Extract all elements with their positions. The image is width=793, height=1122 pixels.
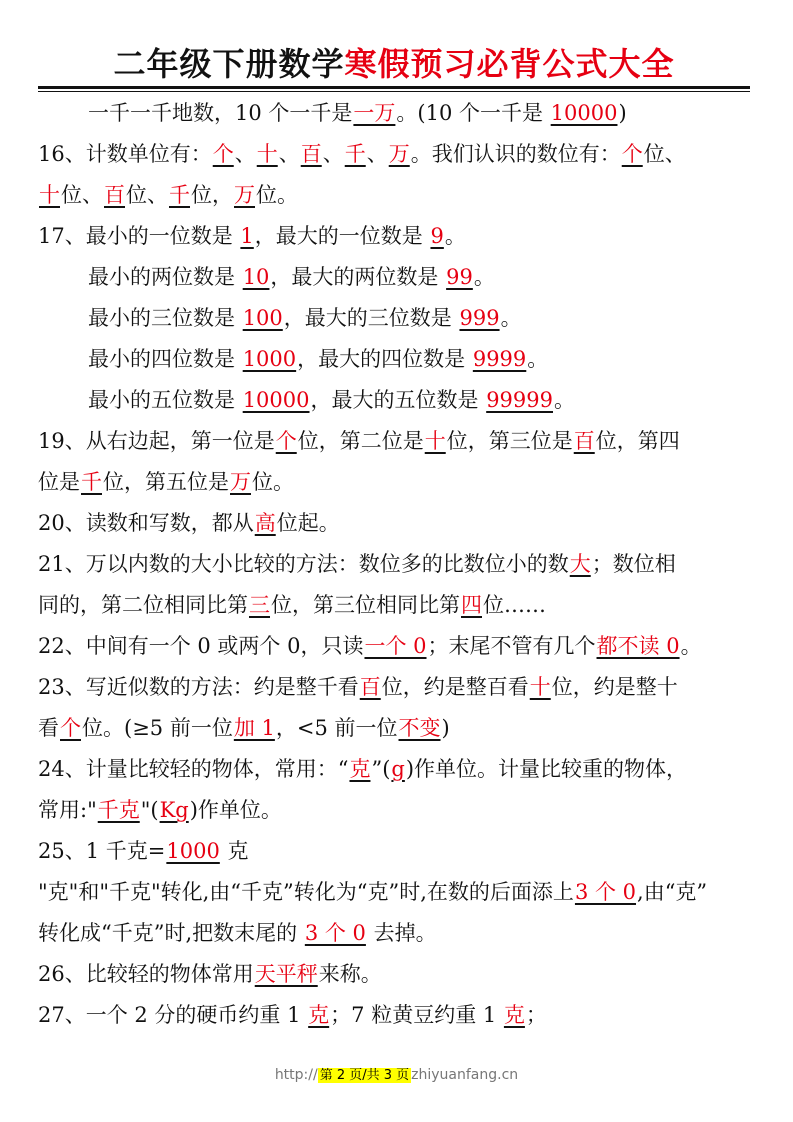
answer-fill: 10 [242,265,270,289]
text-line [38,544,758,585]
text-line [38,298,758,339]
answer-fill: 千克 [97,798,140,822]
text-segment: 位起。 [276,511,340,535]
text-line [38,134,758,175]
text-line [38,667,758,708]
text-segment: 最小的五位数是 [88,388,242,412]
document-body [38,93,758,1036]
text-segment: 位、 [643,142,686,166]
text-segment: 位， [191,183,233,207]
answer-fill: 都不读 0 [596,634,680,658]
answer-fill: 3 个 0 [304,921,366,945]
text-segment: ，最大的三位数是 [283,306,459,330]
answer-fill: 个 [212,142,234,166]
text-segment: 27、一个 2 分的硬币约重 1 [38,1003,308,1027]
text-segment: 位，第三位是 [446,429,573,453]
text-segment: ，最大的一位数是 [254,224,430,248]
answer-fill: 一个 0 [364,634,427,658]
text-segment: )作单位。计量比较重的物体， [405,757,688,781]
text-segment: 一千一千地数，10 个一千是 [88,101,353,125]
text-segment: 、 [234,142,256,166]
text-segment: ；7 粒黄豆约重 1 [330,1003,503,1027]
text-line [38,462,758,503]
text-segment: 22、中间有一个 0 或两个 0，只读 [38,634,364,658]
text-segment: 26、比较轻的物体常用 [38,962,254,986]
text-line [38,93,758,134]
text-segment: 位。 [252,470,294,494]
title-rule-thick [38,86,750,89]
answer-fill: 十 [529,675,551,699]
text-segment: 。 [500,306,522,330]
text-segment: 位，第五位是 [103,470,229,494]
text-line [38,503,758,544]
text-line [38,257,758,298]
text-segment: ) [441,716,450,740]
text-segment: 、 [366,142,388,166]
answer-fill: 加 1 [233,716,275,740]
text-segment: 。我们认识的数位有： [410,142,621,166]
text-line [38,913,758,954]
text-segment: 来称。 [318,962,382,986]
answer-fill: 1000 [166,839,220,863]
text-line [38,339,758,380]
page-footer [0,1064,793,1083]
text-segment: ；数位相 [591,552,676,576]
text-segment: 转化成“千克”时,把数末尾的 [38,921,304,945]
text-segment: 位。(≥5 前一位 [82,716,233,740]
text-segment: ”( [371,757,391,781]
text-line [38,954,758,995]
answer-fill: 千 [81,470,102,494]
text-segment: 位，约是整百看 [381,675,529,699]
answer-fill: 9999 [472,347,527,371]
footer-url-prefix: http:// [274,1067,318,1083]
text-segment: 。 [554,388,575,412]
text-segment: ) [618,101,627,125]
page-number: 第 2 页/共 3 页 [319,1068,410,1083]
answer-fill: 克 [503,1003,525,1027]
answer-fill: 3 个 0 [574,880,637,904]
text-line [38,831,758,872]
text-segment: ；末尾不管有几个 [427,634,596,658]
title-red: 寒假预习必背公式大全 [344,45,675,83]
text-line [38,216,758,257]
text-segment: 。 [527,347,549,371]
text-segment: 最小的两位数是 [88,265,242,289]
text-line [38,790,758,831]
answer-fill: 克 [349,757,371,781]
answer-fill: 百 [300,142,322,166]
text-segment: ，最大的两位数是 [270,265,446,289]
answer-fill: 1000 [242,347,297,371]
answer-fill: 四 [461,593,482,617]
footer-url-suffix: zhiyuanfang.cn [411,1067,519,1083]
text-segment: 21、万以内数的大小比较的方法：数位多的比数位小的数 [38,552,569,576]
page-title [38,42,750,86]
answer-fill: 100 [242,306,283,330]
text-segment: 看 [38,716,59,740]
text-segment: 25、1 千克= [38,839,166,863]
answer-fill: 克 [308,1003,330,1027]
title-rule-thin [38,91,750,92]
text-line [38,585,758,626]
text-segment: )作单位。 [189,798,282,822]
text-segment: 20、读数和写数，都从 [38,511,254,535]
text-segment: "( [140,798,159,822]
text-segment: 去掉。 [366,921,437,945]
text-segment: 位，约是整十 [551,675,678,699]
text-segment: 17、最小的一位数是 [38,224,240,248]
text-segment: ，<5 前一位 [275,716,398,740]
text-line [38,749,758,790]
answer-fill: 10000 [550,101,618,125]
text-segment: 。 [473,265,495,289]
text-segment: 克 [220,839,249,863]
text-line [38,995,758,1036]
answer-fill: 个 [60,716,81,740]
text-segment: 同的，第二位相同比第 [38,593,248,617]
text-segment: 。(10 个一千是 [396,101,550,125]
text-segment: 、 [278,142,300,166]
text-segment: 位是 [38,470,80,494]
text-segment: 位…… [483,593,546,617]
answer-fill: 9 [430,224,444,248]
answer-fill: 百 [359,675,381,699]
answer-fill: 万 [234,183,255,207]
answer-fill: 大 [569,552,591,576]
text-line [38,175,758,216]
text-segment: ； [525,1003,547,1027]
title-black: 二年级下册数学 [113,45,345,83]
answer-fill: 百 [573,429,595,453]
text-segment: 24、计量比较轻的物体，常用：“ [38,757,349,781]
text-segment: 位，第三位相同比第 [271,593,460,617]
text-segment: 位，第四 [595,429,680,453]
text-segment: 。 [680,634,702,658]
answer-fill: 高 [254,511,276,535]
text-segment: 23、写近似数的方法：约是整千看 [38,675,359,699]
answer-fill: 个 [621,142,643,166]
answer-fill: 百 [104,183,125,207]
text-segment: 、 [322,142,344,166]
text-segment: 。 [444,224,466,248]
text-segment: 位，第二位是 [297,429,424,453]
text-segment: ,由“克” [637,880,708,904]
answer-fill: 十 [39,183,60,207]
text-segment: 最小的四位数是 [88,347,242,371]
page-header [38,42,750,86]
answer-fill: 千 [344,142,366,166]
answer-fill: Kg [159,798,189,822]
answer-fill: 三 [249,593,270,617]
text-segment: ，最大的四位数是 [297,347,472,371]
text-segment: 19、从右边起，第一位是 [38,429,275,453]
answer-fill: 99999 [486,388,553,412]
text-segment: "克"和"千克"转化,由“千克”转化为“克”时,在数的后面添上 [38,880,574,904]
answer-fill: 十 [424,429,446,453]
text-segment: 最小的三位数是 [88,306,242,330]
answer-fill: 1 [240,224,254,248]
answer-fill: 99 [446,265,473,289]
text-line [38,872,758,913]
answer-fill: 十 [256,142,278,166]
answer-fill: 天平秤 [254,962,318,986]
answer-fill: 千 [169,183,190,207]
answer-fill: 不变 [398,716,441,740]
answer-fill: 万 [388,142,410,166]
answer-fill: 个 [275,429,297,453]
text-segment: ，最大的五位数是 [310,388,486,412]
text-segment: 位。 [256,183,298,207]
text-segment: 位、 [126,183,168,207]
text-line [38,380,758,421]
answer-fill: 999 [459,306,500,330]
answer-fill: g [391,757,405,781]
answer-fill: 万 [230,470,251,494]
text-segment: 位、 [61,183,103,207]
text-segment: 16、计数单位有： [38,142,212,166]
answer-fill: 一万 [353,101,396,125]
text-line [38,421,758,462]
text-line [38,708,758,749]
text-segment: 常用:" [38,798,97,822]
text-line [38,626,758,667]
answer-fill: 10000 [242,388,310,412]
